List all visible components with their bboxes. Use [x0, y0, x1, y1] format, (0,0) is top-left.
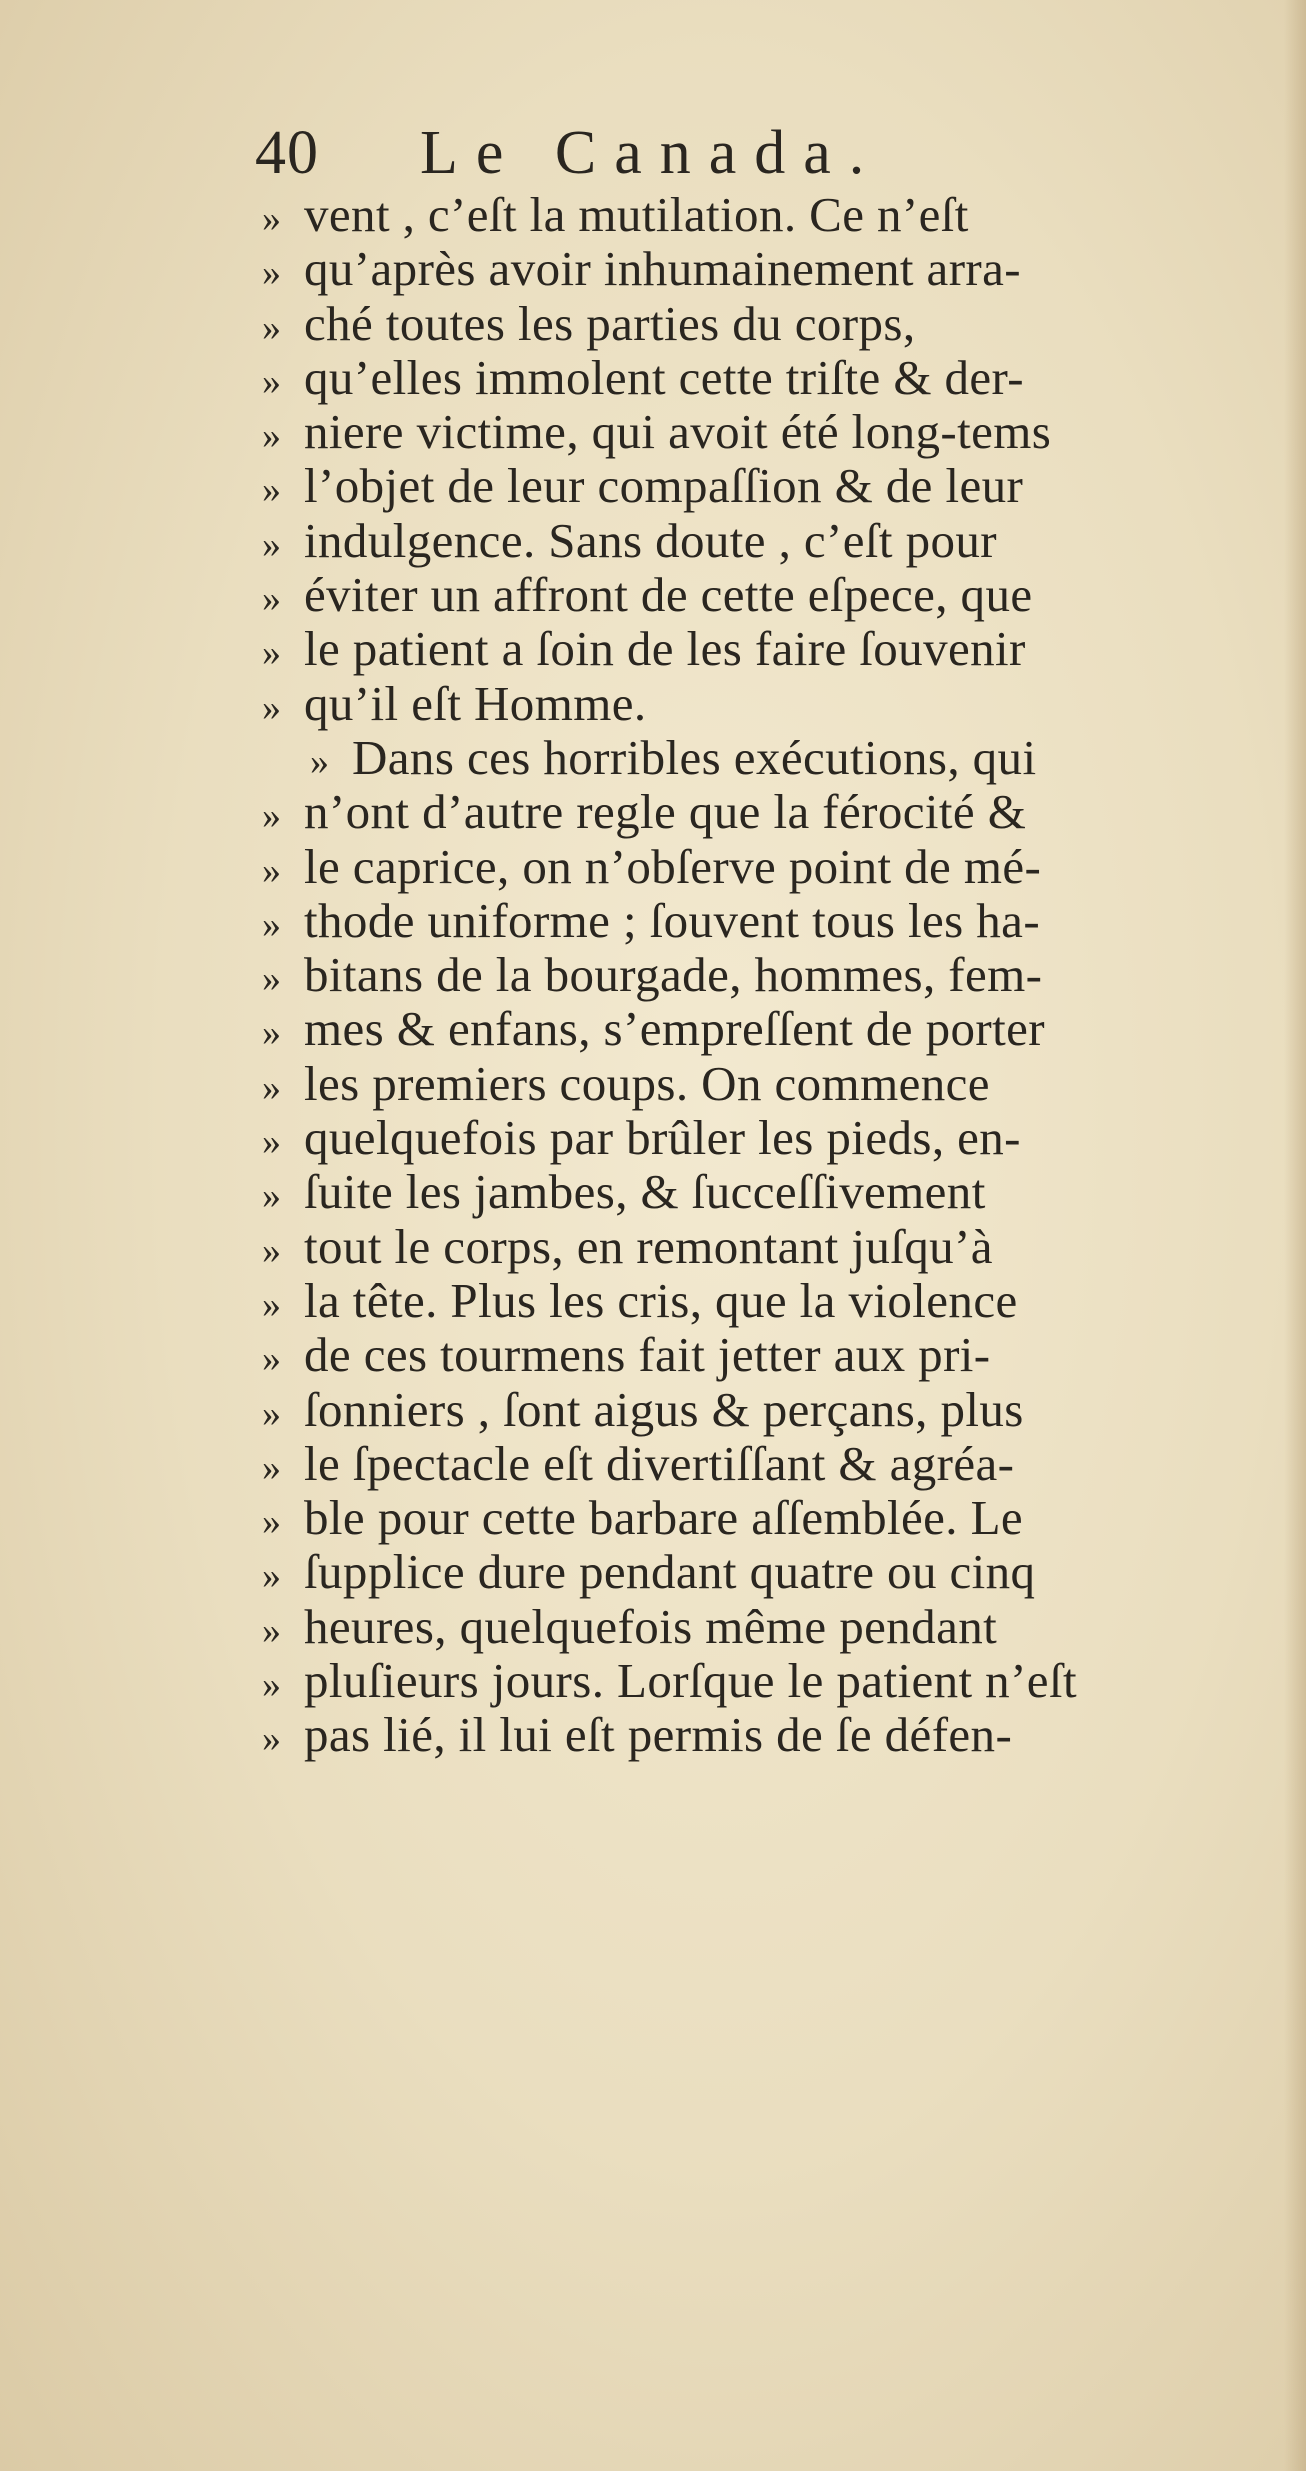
text-line: [262, 1220, 1262, 1274]
text-line: [262, 1383, 1262, 1437]
quotation-mark: »: [262, 849, 282, 892]
quotation-mark: »: [262, 415, 282, 458]
line-text: le caprice, on n’obſerve point de mé-: [304, 838, 1042, 894]
quotation-mark: »: [262, 958, 282, 1001]
line-text: heures, quelquefois même pendant: [304, 1598, 998, 1654]
quotation-mark: »: [262, 523, 282, 566]
quotation-mark: »: [262, 252, 282, 295]
text-line: [262, 677, 1262, 731]
quotation-mark: »: [262, 1555, 282, 1598]
quotation-mark: »: [262, 1392, 282, 1435]
page-header: [255, 118, 1075, 190]
line-text: qu’il eſt Homme.: [304, 675, 647, 731]
text-line: [262, 1437, 1262, 1491]
quotation-mark: »: [262, 1338, 282, 1381]
text-line: [262, 1654, 1262, 1708]
quotation-mark: »: [262, 686, 282, 729]
text-line: [262, 351, 1262, 405]
line-text: les premiers coups. On commence: [304, 1055, 990, 1111]
line-text: vent , c’eſt la mutilation. Ce n’eſt: [304, 187, 969, 242]
quotation-mark: »: [262, 469, 282, 512]
line-text: la tête. Plus les cris, que la violence: [304, 1272, 1018, 1328]
quotation-mark: »: [262, 1664, 282, 1707]
quotation-mark: »: [262, 578, 282, 621]
text-line: [262, 568, 1262, 622]
text-line: [262, 405, 1262, 459]
line-text: le patient a ſoin de les faire ſouvenir: [304, 621, 1026, 677]
text-line: [262, 297, 1262, 351]
line-text: ché toutes les parties du corps,: [304, 295, 916, 351]
page-number: 40: [255, 119, 319, 187]
line-text: qu’après avoir inhumainement arra-: [304, 241, 1021, 297]
quotation-mark: »: [262, 1283, 282, 1326]
quotation-mark: »: [262, 198, 282, 240]
quotation-mark: »: [262, 1066, 282, 1109]
line-text: qu’elles immolent cette triſte & der-: [304, 349, 1024, 405]
line-text: mes & enfans, s’empreſſent de porter: [304, 1001, 1045, 1057]
quotation-mark: »: [262, 1175, 282, 1218]
page-edge-shadow: [1284, 0, 1306, 2471]
line-text: ble pour cette barbare aſſemblée. Le: [304, 1490, 1024, 1546]
quotation-mark: »: [262, 1229, 282, 1272]
line-text: éviter un affront de cette eſpece, que: [304, 567, 1033, 623]
text-line: [262, 1274, 1262, 1328]
quotation-mark: »: [262, 1609, 282, 1652]
text-line: [262, 514, 1262, 568]
quotation-mark: »: [262, 360, 282, 403]
text-line: [262, 894, 1262, 948]
text-line: [262, 1328, 1262, 1382]
quotation-mark: »: [262, 1446, 282, 1489]
line-text: n’ont d’autre regle que la férocité &: [304, 784, 1027, 840]
text-line: [262, 785, 1262, 839]
line-text: indulgence. Sans doute , c’eſt pour: [304, 512, 998, 568]
text-line: [262, 622, 1262, 676]
text-line: [262, 188, 1262, 242]
text-line: [262, 1111, 1262, 1165]
quotation-mark: »: [262, 1718, 282, 1761]
line-text: ſonniers , ſont aigus & perçans, plus: [304, 1381, 1024, 1437]
text-line: [262, 1708, 1262, 1762]
line-text: de ces tourmens fait jetter aux pri-: [304, 1327, 991, 1383]
line-text: ſupplice dure pendant quatre ou cinq: [304, 1544, 1036, 1600]
quotation-mark: »: [262, 1121, 282, 1164]
line-text: bitans de la bourgade, hommes, fem-: [304, 947, 1043, 1003]
text-line: [262, 1002, 1262, 1056]
text-line: [262, 242, 1262, 296]
text-line: [262, 1600, 1262, 1654]
text-line: [262, 1057, 1262, 1111]
line-text: l’objet de leur compaſſion & de leur: [304, 458, 1024, 514]
running-title: Le Canada.: [420, 119, 883, 187]
line-text: niere victime, qui avoit été long-tems: [304, 404, 1052, 460]
text-line: [262, 731, 1262, 785]
line-text: Dans ces horribles exécutions, qui: [352, 729, 1037, 785]
quotation-mark: »: [262, 903, 282, 946]
quotation-mark: »: [262, 795, 282, 838]
line-text: pluſieurs jours. Lorſque le patient n’eſt: [304, 1653, 1077, 1709]
line-text: ſuite les jambes, & ſucceſſivement: [304, 1164, 986, 1220]
line-text: le ſpectacle eſt divertiſſant & agréa-: [304, 1435, 1015, 1491]
text-line: [262, 840, 1262, 894]
text-line: [262, 459, 1262, 513]
body-text: [262, 188, 1262, 1763]
quotation-mark: »: [262, 1501, 282, 1544]
text-line: [262, 1165, 1262, 1219]
quotation-mark: »: [262, 1012, 282, 1055]
line-text: pas lié, il lui eſt permis de ſe défen-: [304, 1707, 1013, 1763]
line-text: thode uniforme ; ſouvent tous les ha-: [304, 892, 1041, 948]
quotation-mark: »: [262, 306, 282, 349]
quotation-mark: »: [262, 632, 282, 675]
quotation-mark: »: [310, 740, 330, 783]
line-text: tout le corps, en remontant juſqu’à: [304, 1218, 993, 1274]
text-line: [262, 1491, 1262, 1545]
line-text: quelquefois par brûler les pieds, en-: [304, 1110, 1021, 1166]
text-line: [262, 1545, 1262, 1599]
text-line: [262, 948, 1262, 1002]
